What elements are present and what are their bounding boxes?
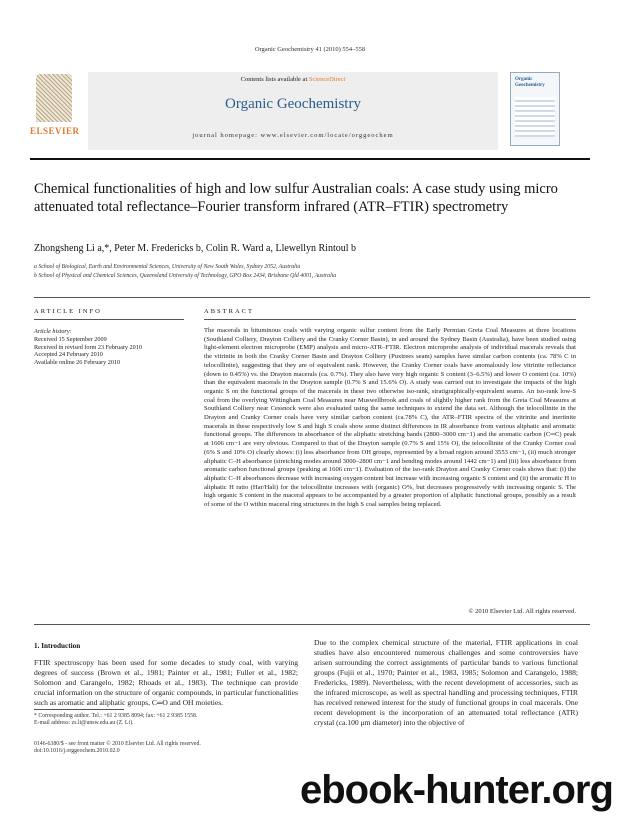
email-note[interactable]: E-mail address: zs.li@unsw.edu.au (Z. Li).: [34, 720, 134, 727]
corresponding-author-note: * Corresponding author. Tel.: +61 2 9385 8094; fax: +61 2 9385 1558.: [34, 713, 198, 719]
affiliation-b: b School of Physical and Chemical Sciences, Queensland University of Technology, GPO Box 2434, Brisbane Qld 4001, Australia: [34, 273, 337, 279]
watermark-text: ebook-hunter.org: [300, 768, 613, 812]
history-revised: Received in revised form 23 February 2010: [34, 343, 142, 351]
article-history: [34, 328, 184, 367]
body-column-right: Due to the complex chemical structure of the material, FTIR applications in coal studies have also encountered numerous challenges and some controversies have arisen surrounding the correct assignments of particular bands to various functional groups (Fujii et al., 1970; Painter et al., 1983, 1985; Solomon and Carangelo, 1988; Fredericks, 1989). Nevertheless, with the recent development of accessories, such as the infrared microscope, as well as spectral handling and processing techniques, FTIR has received renewed interest for the study of functional groups in coal macerals. One recent development is the incorporation of an attenuated total reflectance (ATR) crystal (ca.100 μm diameter) into the objective of: [314, 638, 578, 727]
journal-cover-image: [510, 72, 560, 146]
history-label: Article history:: [34, 328, 72, 335]
elsevier-logo: [30, 72, 78, 144]
copyright-line: © 2010 Elsevier Ltd. All rights reserved.: [468, 608, 576, 615]
journal-reference: Organic Geochemistry 41 (2010) 554–558: [254, 46, 366, 53]
history-received: Received 15 September 2009: [34, 335, 107, 343]
body-column-left: FTIR spectroscopy has been used for some decades to study coal, with varying degrees of success (Brown et al., 1981; Painter et al., 1981; Fuller et al., 1982; Solomon and Carangelo, 1982; Rhoads et al., 1983). The technique can provide crucial information on the structure of organic compounds, in particular functionalities such as aromatic and aliphatic groups, C═O and OH moieties.: [34, 658, 298, 707]
article-info-heading: ARTICLE INFO: [34, 308, 102, 315]
journal-title: Organic Geochemistry: [225, 96, 361, 112]
abstract-text: The macerals in bituminous coals with varying organic sulfur content from the Early Permian Greta Coal Measures at three locations (Southland Colliery, Drayton Colliery and the Cranky Corner Basin), in and around the Sydney Basin (Australia), have been studied using light-element electron microprobe (EMP) analysis and micro-ATR–FTIR. Electron microprobe analysis of individual macerals reveals that the vitrinite in both the Cranky Corner Basin and Drayton Colliery (Puxtrees seam) samples have similar carbon contents (ca. 78% C in telocollinite), suggesting that they are of equivalent rank. However, the Cranky Corner coals have anomalously low vitrinite reflectance (down to 0.45%) vs. the Drayton macerals (ca. 0.7%). They also have very high organic S content (3–6.5%) and lower O content (ca. 10%) than the equivalent macerals in the Drayton sample (0.7% S and 15.6% O). A study was carried out to investigate the impacts of the high organic S on the functional groups of the macerals in these two otherwise iso-rank, stratigraphically-equivalent seams. An iso-rank low-S coal from the overlying Wittingham Coal Measures near Muswellbrook and coals of slightly higher rank from the Greta Coal Measures at Southland Colliery near Cessnock were also evaluated using the same techniques to extend the data set. Although the telocollinite in the Drayton and Cranky Corner coals have very similar carbon content (ca.78% C), the ATR–FTIR spectra of the vitrinite and inertinite macerals in these respectively low S and high S coals show some distinct differences in IR absorbance from various aliphatic and aromatic functional groups. The differences in absorbance of the aliphatic stretching bands (2800–3000 cm−1) and the aromatic carbon (C═C) peak at 1606 cm−1 are very obvious. Compared to that of the Drayton sample (0.7% S and 15% O), the telocollinite of the Cranky Corner coal (6% S and 10% O) clearly shows: (i) less absorbance from OH groups, represented by a broad region around 3553 cm−1, (ii) much stronger aliphatic C–H absorbance (stretching modes around 3000–2800 cm−1 and bending modes around 1442 cm−1) and (iii) less absorbance from aromatic carbon functional groups (peaking at 1606 cm−1). Evaluation of the iso-rank Drayton and Cranky Corner coals shows that: (i) the aliphatic C–H absorbances decrease with increasing oxygen content but increase with increasing organic S content and (ii) the aromatic H to aliphatic H ratio (Har/Hali) for the telocollinite increases with (organic) O%, but decreases progressively with increasing organic S. The high organic S content in the maceral appears to be accompanied by a greater proportion of aliphatic functional groups, possibly as a result of some of the O within maceral ring structures in the high S coal samples being replaced.: [204, 327, 576, 509]
cover-pattern: [515, 97, 555, 137]
doi-link[interactable]: doi:10.1016/j.orggeochem.2010.02.0: [34, 748, 120, 755]
sciencedirect-link[interactable]: ScienceDirect: [308, 76, 346, 83]
elsevier-tree-icon: [36, 74, 72, 122]
footnote-block: [34, 713, 298, 728]
history-online: Available online 26 February 2010: [34, 359, 121, 367]
contents-line: [88, 76, 498, 83]
cover-title: Organic Geochemistry: [515, 77, 545, 88]
abstract-rule: [204, 319, 576, 320]
publisher-logo-text: ELSEVIER: [30, 126, 80, 136]
info-rule: [34, 319, 184, 320]
affiliation-a: a School of Biological, Earth and Environmental Sciences, University of New South Wales, Sydney 2052, Australia: [34, 264, 301, 270]
author-list: Zhongsheng Li a,*, Peter M. Fredericks b, Colin R. Ward a, Llewellyn Rintoul b: [34, 243, 357, 254]
abstract-bottom-rule: [34, 624, 590, 625]
contents-prefix: Contents lists available at: [240, 76, 309, 83]
article-title: Chemical functionalities of high and low sulfur Australian coals: A case study using micro attenuated total reflectance–Fourier transform infrared (ATR–FTIR) spectrometry: [34, 181, 558, 215]
history-accepted: Accepted 24 February 2010: [34, 351, 103, 359]
section-heading-introduction: 1. Introduction: [34, 642, 81, 650]
abstract-heading: ABSTRACT: [204, 308, 254, 315]
issn-line: 0146-6380/$ - see front matter © 2010 Elsevier Ltd. All rights reserved.: [34, 741, 201, 747]
section-rule: [34, 297, 590, 298]
journal-homepage[interactable]: journal homepage: www.elsevier.com/locate/orggeochem: [192, 132, 394, 139]
header-rule: [30, 158, 590, 160]
footnote-rule: [34, 709, 124, 710]
issn-doi-block: [34, 741, 298, 756]
